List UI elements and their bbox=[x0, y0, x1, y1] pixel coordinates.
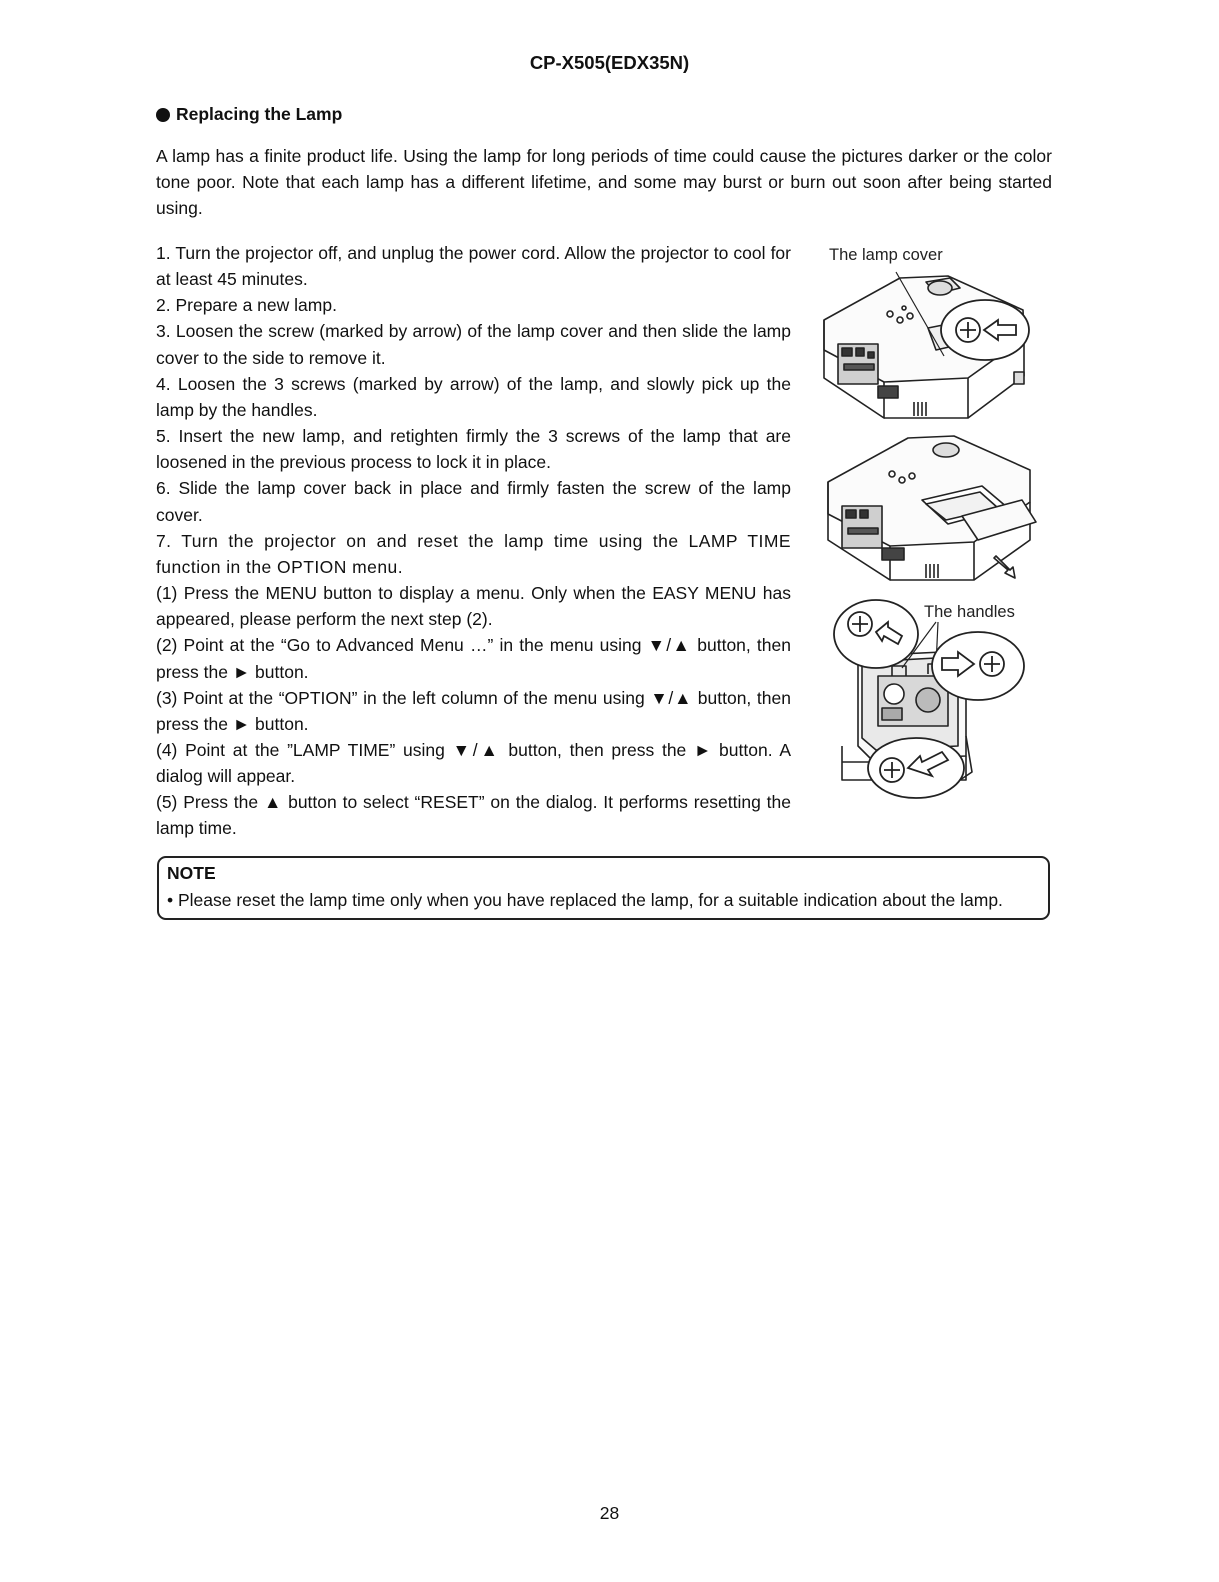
bullet-icon bbox=[156, 108, 170, 122]
note-title: NOTE bbox=[167, 863, 216, 883]
projector-cover-figure bbox=[818, 268, 1033, 430]
substep-4: (4) Point at the ”LAMP TIME” using ▼/▲ button, then press the ► button. A dialog will appear. bbox=[156, 739, 791, 787]
step-4: 4. Loosen the 3 screws (marked by arrow) of the lamp, and slowly pick up the lamp by the handles. bbox=[156, 373, 791, 420]
handles-label: The handles bbox=[924, 603, 1015, 621]
step-5: 5. Insert the new lamp, and retighten firmly the 3 screws of the lamp that are loosened in the previous process to lock it in place. bbox=[156, 426, 791, 473]
substep-1: (1) Press the MENU button to display a menu. Only when the EASY MENU has appeared, please perform the next step (2). bbox=[156, 583, 791, 630]
intro-paragraph: A lamp has a finite product life. Using the lamp for long periods of time could cause the pictures darker or the color tone poor. Note that each lamp has a different lifetime, and some may burst or burn out soon after being started using. bbox=[156, 146, 1052, 218]
section-heading bbox=[156, 104, 342, 125]
substep-2: (2) Point at the “Go to Advanced Menu …” in the menu using ▼/▲ button, then press the ► button. bbox=[156, 635, 791, 682]
lamp-cover-label: The lamp cover bbox=[829, 246, 943, 264]
step-3: 3. Loosen the screw (marked by arrow) of the lamp cover and then slide the lamp cover to the side to remove it. bbox=[156, 321, 791, 368]
step-6: 6. Slide the lamp cover back in place and firmly fasten the screw of the lamp cover. bbox=[156, 478, 791, 525]
section-heading-text: Replacing the Lamp bbox=[176, 104, 343, 124]
document-title: CP-X505(EDX35N) bbox=[529, 52, 690, 73]
lamp-module-figure bbox=[832, 596, 1027, 801]
page-number: 28 bbox=[599, 1503, 620, 1523]
substep-5: (5) Press the ▲ button to select “RESET” on the dialog. It performs resetting the lamp time. bbox=[156, 792, 791, 839]
steps-list bbox=[156, 240, 791, 842]
substep-3: (3) Point at the “OPTION” in the left column of the menu using ▼/▲ button, then press the ► button. bbox=[156, 687, 791, 734]
projector-cover-removed-figure bbox=[822, 430, 1037, 590]
note-box bbox=[157, 856, 1050, 920]
step-2: 2. Prepare a new lamp. bbox=[156, 295, 337, 316]
note-text: • Please reset the lamp time only when you have replaced the lamp, for a suitable indication about the lamp. bbox=[167, 890, 1003, 910]
step-1: 1. Turn the projector off, and unplug the power cord. Allow the projector to cool for at least 45 minutes. bbox=[156, 243, 791, 290]
step-7: 7. Turn the projector on and reset the lamp time using the LAMP TIME function in the OPTION menu. bbox=[156, 530, 791, 577]
